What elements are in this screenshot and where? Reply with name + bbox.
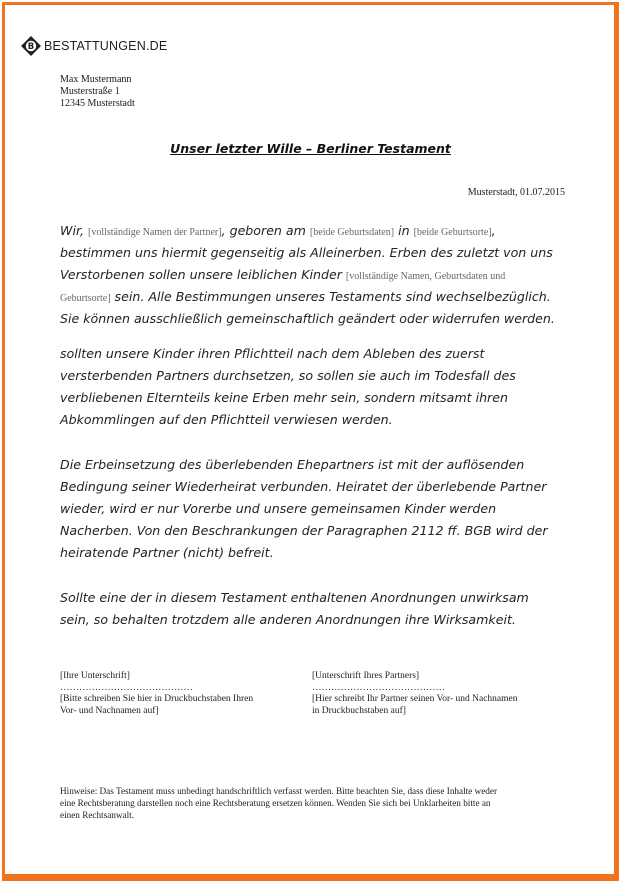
paragraph-3-line: Nacherben. Von den Beschrankungen der Paragraphen 2112 ff. BGB wird der [60, 523, 548, 538]
sender-street: Musterstraße 1 [60, 86, 120, 97]
signature-line: …………………………………… [60, 682, 193, 693]
logo-text: BESTATTUNGEN.DE [44, 39, 168, 53]
paragraph-1-line-5: Sie können ausschließlich gemeinschaftlich geändert oder widerrufen werden. [60, 311, 555, 326]
signature-hint: [Hier schreibt Ihr Partner seinen Vor- und Nachnamen [312, 694, 518, 704]
note-line: Hinweise: Das Testament muss unbedingt handschriftlich verfasst werden. Bitte beachten Sie, dass diese Inhalte weder [60, 786, 498, 796]
legal-note [60, 785, 570, 821]
paragraph-3-line: wieder, wird er nur Vorerbe und unsere gemeinsamen Kinder werden [60, 501, 497, 516]
paragraph-3-line: heiratende Partner (nicht) befreit. [60, 545, 274, 560]
paragraph-2-line: versterbenden Partners durchsetzen, so sollen sie auch im Todesfall des [60, 368, 516, 383]
paragraph-2-line: sollten unsere Kinder ihren Pflichtteil nach dem Ableben des zuerst [60, 346, 485, 361]
paragraph-2-line: Abkommlingen auf den Pflichtteil verwiesen werden. [60, 412, 393, 427]
signature-line: …………………………………… [312, 682, 445, 693]
note-line: einen Rechtsanwalt. [60, 810, 134, 820]
signature-label: [Unterschrift Ihres Partners] [312, 671, 420, 681]
date-line: Musterstadt, 01.07.2015 [467, 187, 565, 198]
paragraph-1-line-1: Wir, [vollständige Namen der Partner], geboren am [beide Geburtsdaten] in [beide Geburtsorte], [60, 223, 496, 238]
logo[interactable] [21, 36, 167, 56]
paragraph-4-line: sein, so behalten trotzdem alle anderen Anordnungen ihre Wirksamkeit. [60, 612, 516, 627]
signature-block-left [60, 671, 253, 717]
sender-name: Max Mustermann [60, 74, 132, 85]
placeholder-children: [vollständige Namen, Geburtsdaten und [345, 271, 506, 282]
paragraph-1-line-2: bestimmen uns hiermit gegenseitig als Alleinerben. Erben des zuletzt von uns [60, 245, 553, 260]
paragraph-1-line-3: Verstorbenen sollen unsere leiblichen Kinder [vollständige Namen, Geburtsdaten und [60, 267, 506, 282]
signature-hint: in Druckbuchstaben auf] [312, 705, 406, 716]
signature-hint: Vor- und Nachnamen auf] [60, 705, 159, 716]
paragraph-4-line: Sollte eine der in diesem Testament enthaltenen Anordnungen unwirksam [60, 590, 529, 605]
placeholder-partner-names: [vollständige Namen der Partner] [87, 227, 222, 238]
paragraph-1-line-4: Geburtsorte] sein. Alle Bestimmungen unseres Testaments sind wechselbezüglich. [60, 289, 551, 304]
document-title: Unser letzter Wille – Berliner Testament [170, 141, 451, 156]
paragraph-3-line: Die Erbeinsetzung des überlebenden Ehepartners ist mit der auflösenden [60, 457, 525, 472]
b-diamond-logo-icon [21, 36, 41, 56]
signature-block-right [312, 671, 518, 717]
sender-city: 12345 Musterstadt [60, 98, 135, 109]
placeholder-birthdates: [beide Geburtsdaten] [309, 227, 395, 238]
note-line: eine Rechtsberatung darstellen noch eine Rechtsberatung ersetzen können. Wenden Sie sich bei Unklarheiten bitte an [60, 798, 491, 808]
paragraph-2-line: verbliebenen Elternteils keine Erben mehr sein, sondern mitsamt ihren [60, 390, 508, 405]
paragraph-3-line: Bedingung seiner Wiederheirat verbunden. Heiratet der überlebende Partner [60, 479, 547, 494]
page-border [2, 2, 619, 881]
svg-text:B: B [27, 42, 35, 53]
signature-label: [Ihre Unterschrift] [60, 671, 130, 681]
signature-hint: [Bitte schreiben Sie hier in Druckbuchstaben Ihren [60, 694, 254, 704]
placeholder-birthplaces: [beide Geburtsorte] [413, 227, 492, 238]
